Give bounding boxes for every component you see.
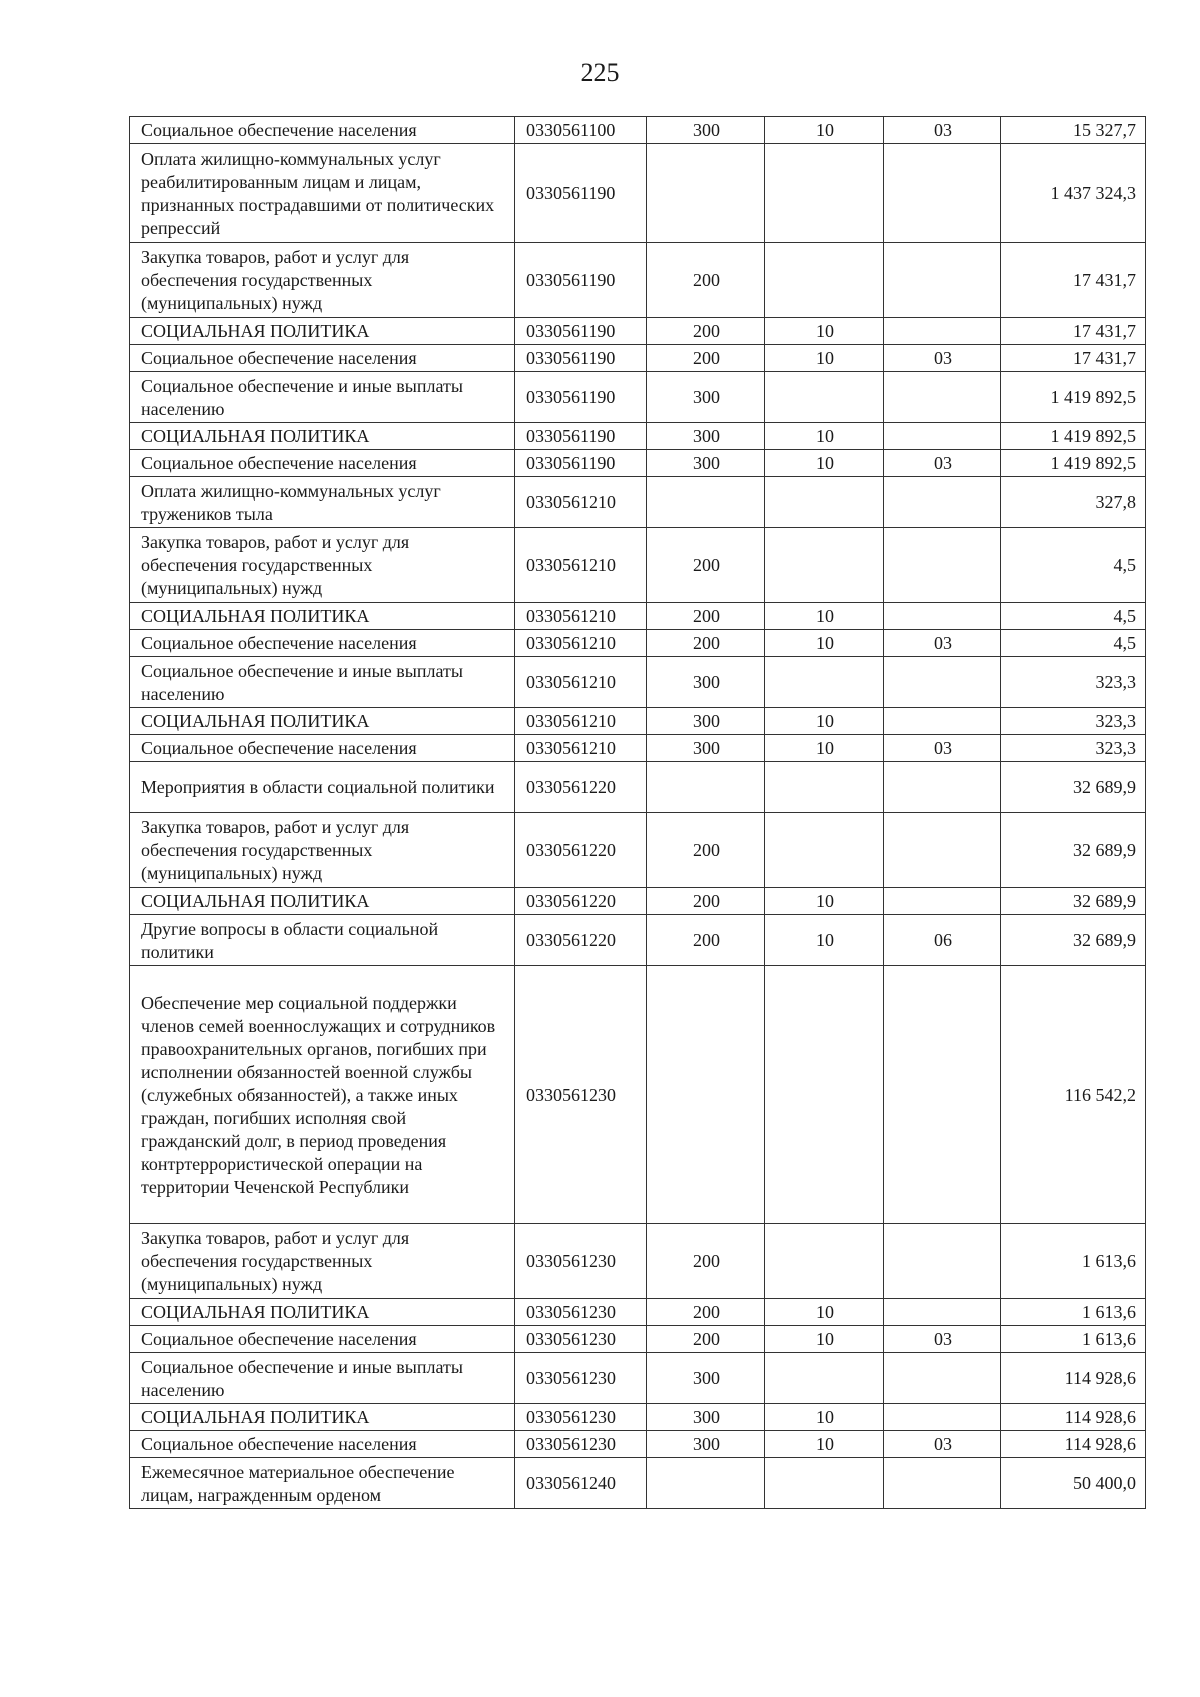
row-subsection: 03 (884, 735, 1001, 762)
row-section: 10 (765, 888, 884, 915)
row-name: Закупка товаров, работ и услуг для обеспечения государственных (муниципальных) нужд (130, 813, 515, 888)
row-section: 10 (765, 423, 884, 450)
row-sum: 4,5 (1001, 630, 1146, 657)
row-code: 0330561240 (515, 1458, 647, 1509)
table-row (130, 345, 1146, 372)
row-name: СОЦИАЛЬНАЯ ПОЛИТИКА (130, 423, 515, 450)
row-code: 0330561190 (515, 423, 647, 450)
row-name: СОЦИАЛЬНАЯ ПОЛИТИКА (130, 603, 515, 630)
row-section (765, 1224, 884, 1299)
row-sum: 32 689,9 (1001, 813, 1146, 888)
row-section (765, 813, 884, 888)
table-row (130, 1299, 1146, 1326)
row-sum: 116 542,2 (1001, 966, 1146, 1224)
row-name: СОЦИАЛЬНАЯ ПОЛИТИКА (130, 1299, 515, 1326)
row-section (765, 966, 884, 1224)
table-row (130, 1326, 1146, 1353)
row-code: 0330561190 (515, 144, 647, 243)
row-expense-type: 300 (647, 1404, 765, 1431)
row-expense-type: 200 (647, 915, 765, 966)
row-section (765, 1353, 884, 1404)
table-row (130, 423, 1146, 450)
table-row (130, 915, 1146, 966)
row-code: 0330561190 (515, 243, 647, 318)
row-code: 0330561210 (515, 735, 647, 762)
row-name: Социальное обеспечение населения (130, 1326, 515, 1353)
row-expense-type: 200 (647, 318, 765, 345)
row-name: Социальное обеспечение населения (130, 735, 515, 762)
row-name: Закупка товаров, работ и услуг для обеспечения государственных (муниципальных) нужд (130, 1224, 515, 1299)
row-code: 0330561230 (515, 1431, 647, 1458)
row-sum: 327,8 (1001, 477, 1146, 528)
row-name: Социальное обеспечение и иные выплаты населению (130, 657, 515, 708)
row-section (765, 243, 884, 318)
row-subsection: 03 (884, 630, 1001, 657)
table-row (130, 477, 1146, 528)
row-subsection: 03 (884, 117, 1001, 144)
row-section (765, 657, 884, 708)
row-subsection: 03 (884, 1326, 1001, 1353)
row-sum: 17 431,7 (1001, 243, 1146, 318)
row-code: 0330561190 (515, 450, 647, 477)
row-expense-type: 300 (647, 1431, 765, 1458)
row-expense-type: 200 (647, 1224, 765, 1299)
row-name: Мероприятия в области социальной политики (130, 762, 515, 813)
row-sum: 323,3 (1001, 708, 1146, 735)
row-sum: 1 613,6 (1001, 1224, 1146, 1299)
row-code: 0330561230 (515, 1404, 647, 1431)
table-row (130, 657, 1146, 708)
row-expense-type: 200 (647, 888, 765, 915)
row-section: 10 (765, 630, 884, 657)
row-subsection (884, 603, 1001, 630)
row-name: Закупка товаров, работ и услуг для обеспечения государственных (муниципальных) нужд (130, 243, 515, 318)
row-sum: 32 689,9 (1001, 762, 1146, 813)
row-expense-type: 300 (647, 1353, 765, 1404)
page-number: 225 (580, 58, 620, 87)
row-sum: 1 437 324,3 (1001, 144, 1146, 243)
row-code: 0330561230 (515, 1353, 647, 1404)
row-code: 0330561220 (515, 915, 647, 966)
row-code: 0330561190 (515, 345, 647, 372)
row-code: 0330561220 (515, 762, 647, 813)
row-subsection (884, 888, 1001, 915)
row-sum: 114 928,6 (1001, 1404, 1146, 1431)
row-subsection (884, 708, 1001, 735)
row-section: 10 (765, 735, 884, 762)
row-name: СОЦИАЛЬНАЯ ПОЛИТИКА (130, 1404, 515, 1431)
row-name: СОЦИАЛЬНАЯ ПОЛИТИКА (130, 888, 515, 915)
row-name: Социальное обеспечение и иные выплаты населению (130, 1353, 515, 1404)
table-row (130, 630, 1146, 657)
table-row (130, 1431, 1146, 1458)
row-code: 0330561210 (515, 528, 647, 603)
table-row (130, 1353, 1146, 1404)
row-code: 0330561210 (515, 630, 647, 657)
row-subsection: 03 (884, 345, 1001, 372)
row-subsection (884, 144, 1001, 243)
row-name: СОЦИАЛЬНАЯ ПОЛИТИКА (130, 708, 515, 735)
row-section (765, 762, 884, 813)
row-sum: 32 689,9 (1001, 915, 1146, 966)
row-name: Социальное обеспечение населения (130, 345, 515, 372)
row-section: 10 (765, 1299, 884, 1326)
row-name: Оплата жилищно-коммунальных услуг реабилитированным лицам и лицам, признанных пострадавшими от политических репрессий (130, 144, 515, 243)
row-subsection: 03 (884, 450, 1001, 477)
budget-table (129, 116, 1146, 1509)
table-row (130, 966, 1146, 1224)
table-row (130, 243, 1146, 318)
row-sum: 17 431,7 (1001, 318, 1146, 345)
row-section: 10 (765, 1404, 884, 1431)
row-subsection: 03 (884, 1431, 1001, 1458)
row-expense-type: 300 (647, 117, 765, 144)
table-row (130, 708, 1146, 735)
row-sum: 323,3 (1001, 657, 1146, 708)
row-section (765, 1458, 884, 1509)
row-expense-type: 200 (647, 630, 765, 657)
row-section (765, 477, 884, 528)
row-section: 10 (765, 450, 884, 477)
row-sum: 114 928,6 (1001, 1353, 1146, 1404)
row-name: Социальное обеспечение населения (130, 1431, 515, 1458)
row-subsection (884, 1404, 1001, 1431)
row-expense-type: 300 (647, 372, 765, 423)
row-subsection (884, 528, 1001, 603)
row-expense-type: 200 (647, 345, 765, 372)
row-code: 0330561220 (515, 888, 647, 915)
table-row (130, 144, 1146, 243)
table-row (130, 450, 1146, 477)
row-sum: 1 419 892,5 (1001, 372, 1146, 423)
row-code: 0330561210 (515, 657, 647, 708)
row-sum: 32 689,9 (1001, 888, 1146, 915)
row-expense-type: 200 (647, 1299, 765, 1326)
row-sum: 1 419 892,5 (1001, 423, 1146, 450)
row-code: 0330561220 (515, 813, 647, 888)
row-sum: 4,5 (1001, 528, 1146, 603)
row-sum: 4,5 (1001, 603, 1146, 630)
row-section (765, 372, 884, 423)
row-name: Социальное обеспечение населения (130, 117, 515, 144)
table-row (130, 117, 1146, 144)
row-subsection (884, 657, 1001, 708)
table-row (130, 1458, 1146, 1509)
row-sum: 1 613,6 (1001, 1326, 1146, 1353)
row-expense-type: 300 (647, 735, 765, 762)
table-row (130, 813, 1146, 888)
row-name: Социальное обеспечение населения (130, 630, 515, 657)
row-expense-type (647, 477, 765, 528)
row-section (765, 144, 884, 243)
row-code: 0330561230 (515, 1299, 647, 1326)
row-name: Ежемесячное материальное обеспечение лицам, награжденным орденом (130, 1458, 515, 1509)
table-row (130, 603, 1146, 630)
row-subsection (884, 1224, 1001, 1299)
row-code: 0330561190 (515, 318, 647, 345)
row-name: Закупка товаров, работ и услуг для обеспечения государственных (муниципальных) нужд (130, 528, 515, 603)
row-expense-type: 300 (647, 423, 765, 450)
row-sum: 50 400,0 (1001, 1458, 1146, 1509)
row-sum: 1 419 892,5 (1001, 450, 1146, 477)
row-name: Социальное обеспечение и иные выплаты населению (130, 372, 515, 423)
row-subsection (884, 1353, 1001, 1404)
row-expense-type (647, 966, 765, 1224)
row-subsection (884, 966, 1001, 1224)
row-expense-type (647, 762, 765, 813)
row-name: Социальное обеспечение населения (130, 450, 515, 477)
table-row (130, 372, 1146, 423)
table-row (130, 318, 1146, 345)
row-code: 0330561230 (515, 1224, 647, 1299)
row-code: 0330561210 (515, 477, 647, 528)
row-expense-type: 200 (647, 243, 765, 318)
row-subsection (884, 813, 1001, 888)
row-subsection (884, 318, 1001, 345)
row-code: 0330561100 (515, 117, 647, 144)
table-row (130, 888, 1146, 915)
row-name: СОЦИАЛЬНАЯ ПОЛИТИКА (130, 318, 515, 345)
row-section: 10 (765, 345, 884, 372)
row-section: 10 (765, 318, 884, 345)
table-row (130, 1224, 1146, 1299)
row-section: 10 (765, 603, 884, 630)
row-section: 10 (765, 1431, 884, 1458)
row-expense-type (647, 1458, 765, 1509)
row-subsection (884, 372, 1001, 423)
row-code: 0330561230 (515, 966, 647, 1224)
table-row (130, 1404, 1146, 1431)
row-subsection (884, 762, 1001, 813)
row-code: 0330561190 (515, 372, 647, 423)
row-expense-type: 200 (647, 528, 765, 603)
row-name: Оплата жилищно-коммунальных услуг тружеников тыла (130, 477, 515, 528)
row-sum: 1 613,6 (1001, 1299, 1146, 1326)
row-section: 10 (765, 708, 884, 735)
row-subsection (884, 423, 1001, 450)
row-code: 0330561210 (515, 708, 647, 735)
row-code: 0330561230 (515, 1326, 647, 1353)
row-sum: 15 327,7 (1001, 117, 1146, 144)
row-subsection: 06 (884, 915, 1001, 966)
row-subsection (884, 477, 1001, 528)
row-sum: 114 928,6 (1001, 1431, 1146, 1458)
row-section: 10 (765, 117, 884, 144)
row-subsection (884, 1299, 1001, 1326)
row-name: Обеспечение мер социальной поддержки членов семей военнослужащих и сотрудников правоохранительных органов, погибших при исполнении обязанностей военной службы (служебных обязанностей), а также иных граждан, погибших исполняя свой гражданский долг, в период проведения контртеррористической операции на территории Чеченской Республики (130, 966, 515, 1224)
table-row (130, 735, 1146, 762)
row-subsection (884, 243, 1001, 318)
row-expense-type (647, 144, 765, 243)
row-sum: 323,3 (1001, 735, 1146, 762)
row-expense-type: 200 (647, 813, 765, 888)
table-row (130, 762, 1146, 813)
row-subsection (884, 1458, 1001, 1509)
row-expense-type: 200 (647, 603, 765, 630)
row-sum: 17 431,7 (1001, 345, 1146, 372)
row-section (765, 528, 884, 603)
row-code: 0330561210 (515, 603, 647, 630)
table-row (130, 528, 1146, 603)
row-expense-type: 300 (647, 708, 765, 735)
row-name: Другие вопросы в области социальной политики (130, 915, 515, 966)
row-section: 10 (765, 915, 884, 966)
row-section: 10 (765, 1326, 884, 1353)
row-expense-type: 300 (647, 450, 765, 477)
row-expense-type: 200 (647, 1326, 765, 1353)
row-expense-type: 300 (647, 657, 765, 708)
